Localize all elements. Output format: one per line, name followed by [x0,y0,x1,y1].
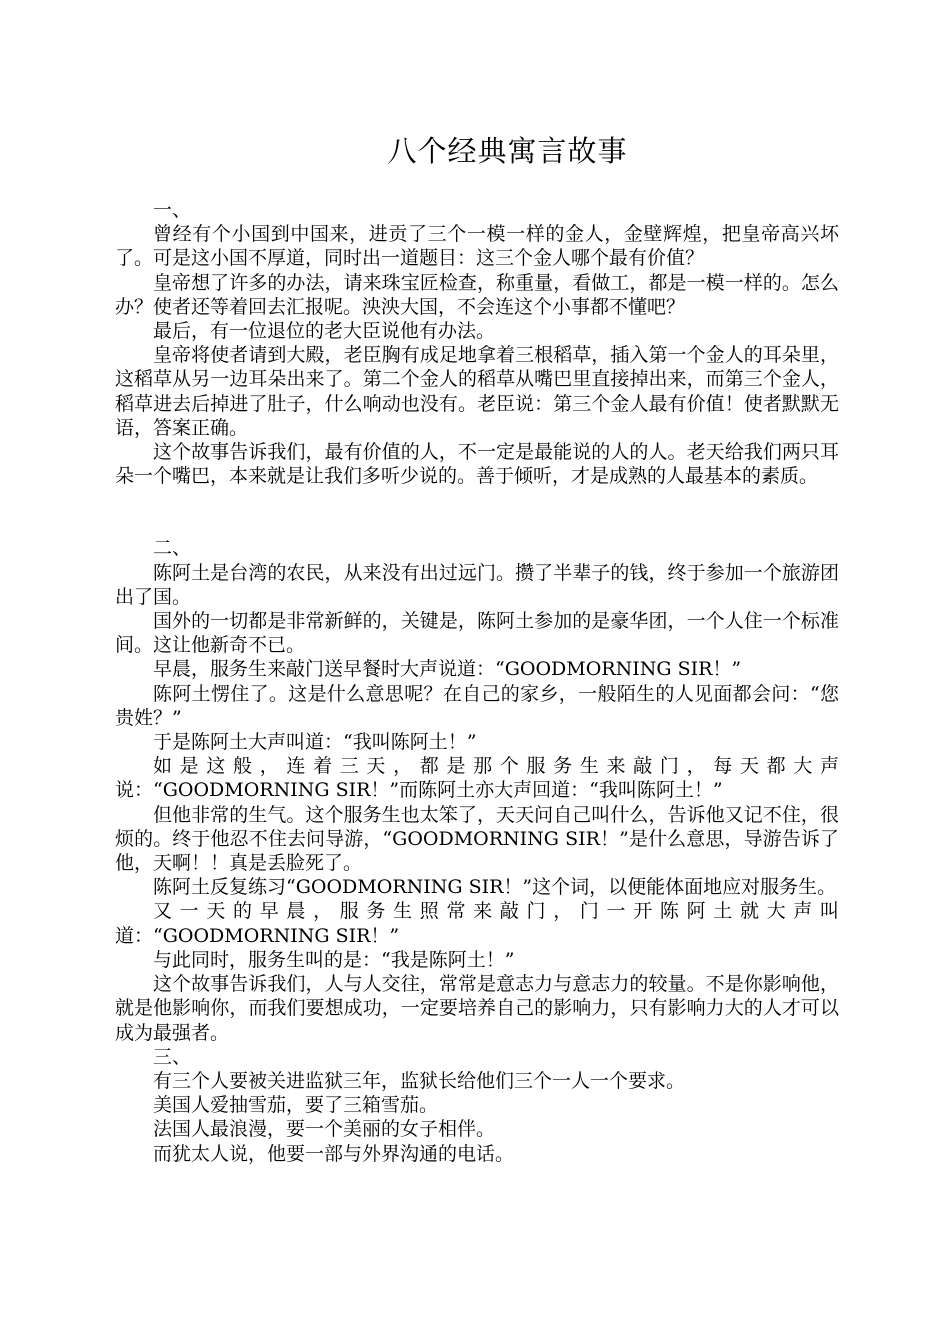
paragraph: 曾经有个小国到中国来，进贡了三个一模一样的金人，金壁辉煌，把皇帝高兴坏了。可是这小国不厚道，同时出一道题目：这三个金人哪个最有价值？ [115,223,839,270]
paragraph: 这个故事告诉我们，人与人交往，常常是意志力与意志力的较量。不是你影响他，就是他影响你，而我们要想成功，一定要培养自己的影响力，只有影响力大的人才可以成为最强者。 [115,973,839,1044]
paragraph: 陈阿土是台湾的农民，从来没有出过远门。攒了半辈子的钱，终于参加一个旅游团出了国。 [115,561,839,608]
document-title: 八个经典寓言故事 [387,134,628,168]
story-1 [115,198,839,488]
paragraph: 又一天的早晨，服务生照常来敲门，门一开陈阿土就大声叫道：“GOODMORNING SIR！” [115,900,839,947]
paragraph: 与此同时，服务生叫的是：“我是陈阿土！” [153,948,515,971]
story-heading: 三、 [153,1045,192,1068]
paragraph: 有三个人要被关进监狱三年，监狱长给他们三个一人一个要求。 [153,1069,686,1092]
paragraph: 于是陈阿土大声叫道：“我叫陈阿土！” [153,731,477,754]
paragraph: 这个故事告诉我们，最有价值的人，不一定是最能说的人的人。老天给我们两只耳朵一个嘴巴，本来就是让我们多听少说的。善于倾听，才是成熟的人最基本的素质。 [115,441,839,488]
story-2 [115,536,839,1044]
story-3 [115,1045,839,1166]
paragraph: 早晨，服务生来敲门送早餐时大声说道：“GOODMORNING SIR！” [153,658,742,681]
paragraph: 陈阿土反复练习“GOODMORNING SIR！”这个词，以便能体面地应对服务生。 [153,876,837,899]
paragraph: 美国人爱抽雪茄，要了三箱雪茄。 [153,1094,439,1117]
section-spacer [115,488,839,536]
story-heading: 一、 [153,199,192,221]
paragraph: 法国人最浪漫，要一个美丽的女子相伴。 [153,1118,496,1141]
paragraph: 国外的一切都是非常新鲜的，关键是，陈阿土参加的是豪华团，一个人住一个标准间。这让他新奇不已。 [115,610,839,657]
document-body [115,198,839,1166]
paragraph: 而犹太人说，他要一部与外界沟通的电话。 [153,1142,515,1165]
paragraph: 但他非常的生气。这个服务生也太笨了，天天问自己叫什么，告诉他又记不住，很烦的。终于他忍不住去问导游，“GOODMORNING SIR！”是什么意思，导游告诉了他，天啊！！真是丢脸死了。 [115,803,839,875]
story-heading: 二、 [153,537,192,560]
paragraph: 陈阿土愣住了。这是什么意思呢？在自己的家乡，一般陌生的人见面都会问：“您贵姓？” [115,682,839,729]
paragraph: 最后，有一位退位的老大臣说他有办法。 [153,320,496,343]
paragraph: 皇帝想了许多的办法，请来珠宝匠检查，称重量，看做工，都是一模一样的。怎么办？使者还等着回去汇报呢。泱泱大国，不会连这个小事都不懂吧？ [115,271,839,318]
paragraph: 皇帝将使者请到大殿，老臣胸有成足地拿着三根稻草，插入第一个金人的耳朵里，这稻草从另一边耳朵出来了。第二个金人的稻草从嘴巴里直接掉出来，而第三个金人，稻草进去后掉进了肚子，什么响动也没有。老臣说：第三个金人最有价值！使者默默无语，答案正确。 [115,344,839,439]
paragraph: 如是这般，连着三天，都是那个服务生来敲门，每天都大声说：“GOODMORNING SIR！”而陈阿土亦大声回道：“我叫陈阿土！” [115,755,839,802]
